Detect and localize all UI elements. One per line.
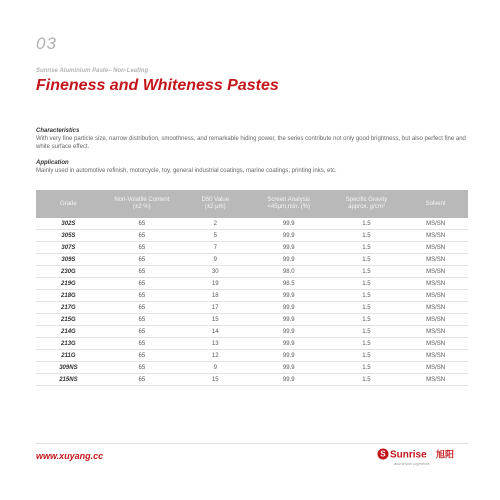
specific-gravity-cell: 1.5 [330, 314, 403, 326]
header-d50-value [183, 190, 248, 218]
grade-cell: 309NS [36, 362, 101, 374]
d50-cell: 14 [183, 326, 248, 338]
non-volatile-cell: 65 [101, 302, 183, 314]
table-row [36, 278, 468, 290]
specific-gravity-cell: 1.5 [330, 326, 403, 338]
grade-cell: 302S [36, 218, 101, 230]
footer-divider [36, 443, 468, 444]
header-label: Grade [60, 200, 77, 207]
table-row [36, 302, 468, 314]
header-label: Screen Analysis [267, 197, 311, 203]
non-volatile-cell: 65 [101, 326, 183, 338]
characteristics-heading: Characteristics [36, 128, 80, 134]
header-unit: (±2 μm) [204, 204, 226, 210]
specific-gravity-cell: 1.5 [330, 254, 403, 266]
application-heading: Application [36, 160, 69, 166]
screen-analysis-cell: 99.9 [248, 314, 330, 326]
brand-name: Sunrise [390, 449, 427, 460]
screen-analysis-cell: 98.0 [248, 266, 330, 278]
header-unit: <45μm,min. (%) [267, 204, 311, 210]
non-volatile-cell: 65 [101, 374, 183, 386]
d50-cell: 19 [183, 278, 248, 290]
table-header-row [36, 190, 468, 218]
grade-cell: 305S [36, 230, 101, 242]
header-screen-analysis [248, 190, 330, 218]
table-row [36, 230, 468, 242]
svg-text:S: S [380, 449, 386, 459]
sunrise-logo-icon [376, 448, 468, 460]
screen-analysis-cell: 99.9 [248, 218, 330, 230]
header-non-volatile-content [101, 190, 183, 218]
solvent-cell: MS/SN [403, 266, 468, 278]
screen-analysis-cell: 99.9 [248, 362, 330, 374]
d50-cell: 5 [183, 230, 248, 242]
table-row [36, 374, 468, 386]
d50-cell: 13 [183, 338, 248, 350]
grade-cell: 218G [36, 290, 101, 302]
table-row [36, 254, 468, 266]
specific-gravity-cell: 1.5 [330, 230, 403, 242]
header-solvent [403, 190, 468, 218]
screen-analysis-cell: 99.9 [248, 242, 330, 254]
screen-analysis-cell: 99.9 [248, 374, 330, 386]
website-link[interactable]: www.xuyang.cc [36, 451, 104, 461]
page-number: 03 [36, 34, 57, 53]
table-row [36, 218, 468, 230]
specific-gravity-cell: 1.5 [330, 350, 403, 362]
screen-analysis-cell: 99.9 [248, 350, 330, 362]
solvent-cell: MS/SN [403, 242, 468, 254]
table-row [36, 242, 468, 254]
specific-gravity-cell: 1.5 [330, 218, 403, 230]
solvent-cell: MS/SN [403, 338, 468, 350]
non-volatile-cell: 65 [101, 218, 183, 230]
product-table [36, 190, 468, 386]
solvent-cell: MS/SN [403, 350, 468, 362]
non-volatile-cell: 65 [101, 242, 183, 254]
specific-gravity-cell: 1.5 [330, 362, 403, 374]
non-volatile-cell: 65 [101, 230, 183, 242]
d50-cell: 12 [183, 350, 248, 362]
specific-gravity-cell: 1.5 [330, 278, 403, 290]
non-volatile-cell: 65 [101, 290, 183, 302]
specific-gravity-cell: 1.5 [330, 302, 403, 314]
specific-gravity-cell: 1.5 [330, 242, 403, 254]
grade-cell: 215NS [36, 374, 101, 386]
header-label: Solvent [425, 200, 446, 207]
table-row [36, 350, 468, 362]
table-row [36, 338, 468, 350]
page-title: Fineness and Whiteness Pastes [36, 77, 279, 94]
screen-analysis-cell: 99.9 [248, 254, 330, 266]
header-label: Non-Volatile Content [114, 197, 170, 203]
grade-cell: 219G [36, 278, 101, 290]
d50-cell: 15 [183, 374, 248, 386]
grade-cell: 213G [36, 338, 101, 350]
d50-cell: 9 [183, 254, 248, 266]
page-subtitle: Sunrise Aluminium Paste– Non-Leafing [36, 68, 149, 74]
brand-logo [376, 446, 468, 468]
header-specific-gravity [330, 190, 403, 218]
solvent-cell: MS/SN [403, 230, 468, 242]
solvent-cell: MS/SN [403, 326, 468, 338]
non-volatile-cell: 65 [101, 254, 183, 266]
screen-analysis-cell: 99.9 [248, 290, 330, 302]
specific-gravity-cell: 1.5 [330, 374, 403, 386]
specific-gravity-cell: 1.5 [330, 290, 403, 302]
non-volatile-cell: 65 [101, 362, 183, 374]
table-row [36, 266, 468, 278]
d50-cell: 18 [183, 290, 248, 302]
screen-analysis-cell: 99.9 [248, 230, 330, 242]
solvent-cell: MS/SN [403, 218, 468, 230]
brand-tagline: aluminium pigments [394, 461, 430, 466]
solvent-cell: MS/SN [403, 302, 468, 314]
d50-cell: 7 [183, 242, 248, 254]
d50-cell: 9 [183, 362, 248, 374]
d50-cell: 15 [183, 314, 248, 326]
specific-gravity-cell: 1.5 [330, 338, 403, 350]
solvent-cell: MS/SN [403, 374, 468, 386]
solvent-cell: MS/SN [403, 278, 468, 290]
header-unit: approx. g/cm³ [348, 204, 385, 210]
application-text: Mainly used in automotive refinish, motorcycle, toy, general industrial coatings, marine coatings, printing inks, etc. [36, 168, 337, 174]
grade-cell: 217G [36, 302, 101, 314]
grade-cell: 230G [36, 266, 101, 278]
screen-analysis-cell: 99.9 [248, 326, 330, 338]
non-volatile-cell: 65 [101, 350, 183, 362]
grade-cell: 309S [36, 254, 101, 266]
brand-chinese: 旭阳 [436, 450, 455, 460]
header-label: Specific Gravity [345, 197, 388, 203]
specific-gravity-cell: 1.5 [330, 266, 403, 278]
table-body [36, 218, 468, 386]
non-volatile-cell: 65 [101, 338, 183, 350]
solvent-cell: MS/SN [403, 254, 468, 266]
grade-cell: 215G [36, 314, 101, 326]
screen-analysis-cell: 98.5 [248, 278, 330, 290]
table-row [36, 290, 468, 302]
solvent-cell: MS/SN [403, 362, 468, 374]
solvent-cell: MS/SN [403, 314, 468, 326]
table-row [36, 326, 468, 338]
header-grade [36, 190, 101, 218]
screen-analysis-cell: 99.9 [248, 302, 330, 314]
grade-cell: 307S [36, 242, 101, 254]
screen-analysis-cell: 99.9 [248, 338, 330, 350]
header-unit: (±2 %) [133, 204, 151, 210]
solvent-cell: MS/SN [403, 290, 468, 302]
header-label: D50 Value [201, 197, 230, 203]
d50-cell: 17 [183, 302, 248, 314]
grade-cell: 211G [36, 350, 101, 362]
d50-cell: 2 [183, 218, 248, 230]
non-volatile-cell: 65 [101, 278, 183, 290]
non-volatile-cell: 65 [101, 314, 183, 326]
table-row [36, 362, 468, 374]
grade-cell: 214G [36, 326, 101, 338]
characteristics-text: With very fine particle size, narrow distribution, smoothness, and remarkable hiding power, the series contribute not only good brightness, but also perfect fine and white surface effect. [36, 136, 466, 150]
non-volatile-cell: 65 [101, 266, 183, 278]
table-row [36, 314, 468, 326]
d50-cell: 30 [183, 266, 248, 278]
